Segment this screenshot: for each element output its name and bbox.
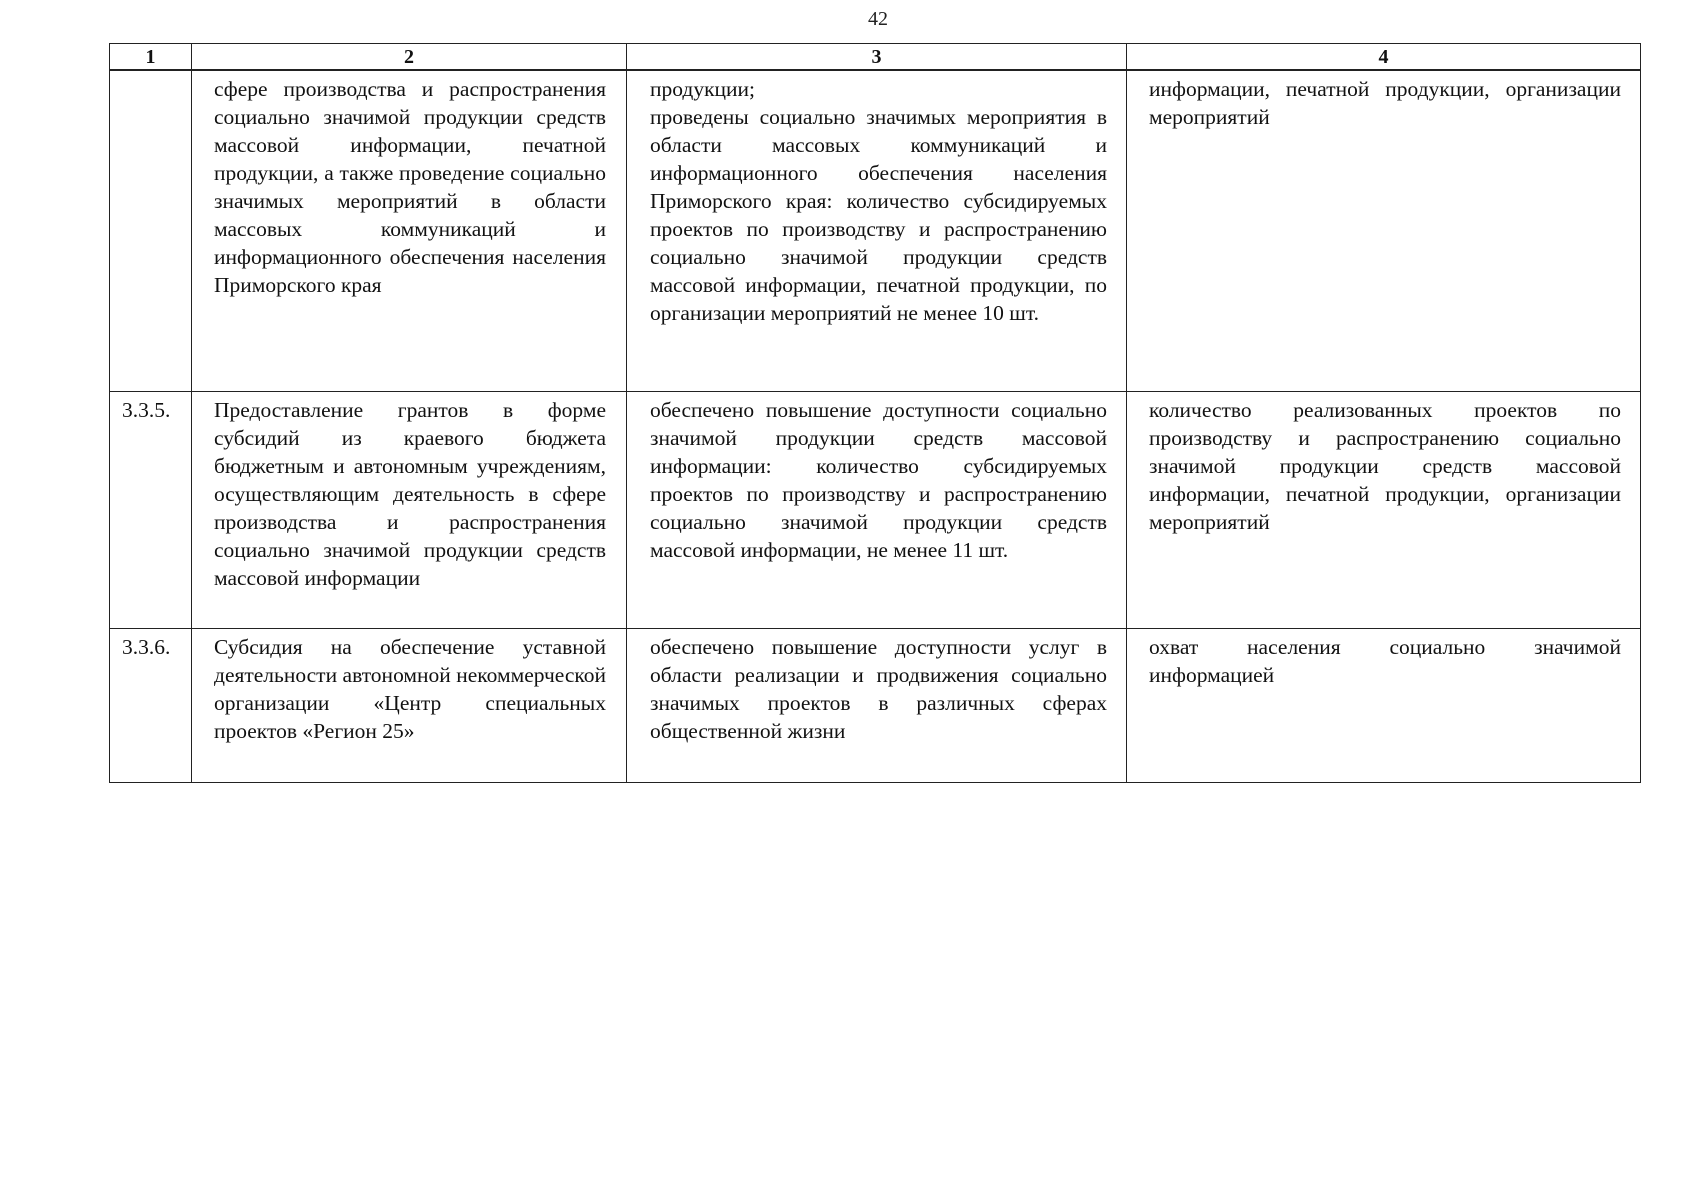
row-number: 3.3.6. [110, 628, 192, 782]
indicator-link: информации, печатной продукции, организации мероприятий [1127, 70, 1641, 391]
column-header-3: 3 [627, 44, 1127, 71]
indicator-link: охват населения социально значимой информацией [1127, 628, 1641, 782]
expected-result: обеспечено повышение доступности социально значимой продукции средств массовой информации: количество субсидируемых проектов по производству и распространению социально значимой продукции средств массовой информации, не менее 11 шт. [627, 391, 1127, 628]
table-row [110, 70, 1641, 391]
expected-result [627, 70, 1127, 391]
table-row [110, 391, 1641, 628]
column-header-1: 1 [110, 44, 192, 71]
column-header-4: 4 [1127, 44, 1641, 71]
expected-result: обеспечено повышение доступности услуг в области реализации и продвижения социально значимых проектов в различных сферах общественной жизни [627, 628, 1127, 782]
measure-description: Субсидия на обеспечение уставной деятельности автономной некоммерческой организации «Центр специальных проектов «Регион 25» [192, 628, 627, 782]
page-number: 42 [868, 8, 888, 30]
measures-table [109, 43, 1641, 783]
table-header-row [110, 44, 1641, 71]
expected-result-line: продукции; [650, 77, 756, 101]
measure-description: Предоставление грантов в форме субсидий из краевого бюджета бюджетным и автономным учреждениям, осуществляющим деятельность в сфере производства и распространения социально значимой продукции средств массовой информации [192, 391, 627, 628]
expected-result-line: проведены социально значимых мероприятия в области массовых коммуникаций и информационного обеспечения населения Приморского края: количество субсидируемых проектов по производству и распространению социально значимой продукции средств массовой информации, печатной продукции, по организации мероприятий не менее 10 шт. [650, 105, 1107, 325]
column-header-2: 2 [192, 44, 627, 71]
row-number: 3.3.5. [110, 391, 192, 628]
measure-description: сфере производства и распространения социально значимой продукции средств массовой информации, печатной продукции, а также проведение социально значимых мероприятий в области массовых коммуникаций и информационного обеспечения населения Приморского края [192, 70, 627, 391]
table-row [110, 628, 1641, 782]
indicator-link: количество реализованных проектов по производству и распространению социально значимой продукции средств массовой информации, печатной продукции, организации мероприятий [1127, 391, 1641, 628]
row-number [110, 70, 192, 391]
